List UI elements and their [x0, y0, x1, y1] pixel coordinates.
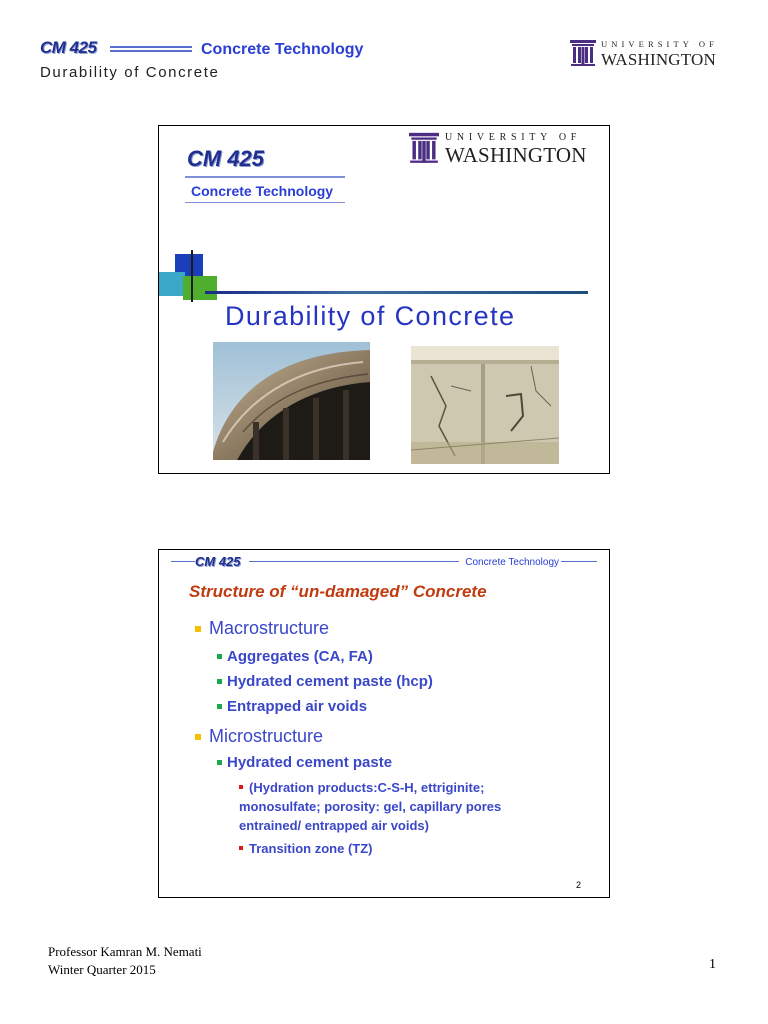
green-bullet-icon: [217, 654, 222, 659]
slide-2: [158, 549, 610, 898]
header-course-code: CM 425: [40, 38, 97, 57]
bullet-text: Aggregates (CA, FA): [227, 648, 373, 665]
uw-logo-name: WASHINGTON: [445, 142, 587, 167]
footer-page-number: 1: [709, 957, 716, 972]
bullet-hydrated-cement-paste-2: [217, 754, 392, 771]
bullet-text: Entrapped air voids: [227, 698, 368, 715]
slide1-course-code: CM 425: [187, 146, 265, 171]
bullet-text-line-2: monosulfate; porosity: gel, capillary pores: [239, 799, 502, 814]
uw-columns-logo-icon: [570, 40, 596, 68]
slide1-rule-top: [185, 176, 345, 178]
green-bullet-icon: [217, 704, 222, 709]
bullet-text-line-1: (Hydration products:C-S-H, ettriginite;: [249, 780, 485, 795]
decor-square-teal: [159, 272, 185, 296]
slide1-uw-logo: [409, 132, 587, 166]
slide2-page-number: 2: [575, 880, 581, 890]
footer-professor: Professor Kamran M. Nemati: [48, 944, 202, 959]
bullet-hydrated-cement-paste: [217, 673, 433, 690]
header-subtitle: Durability of Concrete: [40, 64, 220, 81]
slide2-course-code: CM 425: [195, 554, 241, 569]
green-bullet-icon: [217, 760, 222, 765]
footer-term: Winter Quarter 2015: [48, 962, 156, 977]
uw-logo-univ: UNIVERSITY OF: [601, 39, 718, 50]
yellow-bullet-icon: [195, 626, 201, 632]
header-uw-logo: [570, 40, 718, 68]
slide1-title-rule: [205, 291, 588, 294]
cracked-concrete-wall-photo: [411, 346, 559, 464]
bullet-text: Transition zone (TZ): [249, 841, 373, 856]
slide-1: [158, 125, 610, 474]
bullet-entrapped-air-voids: [217, 698, 367, 715]
bullet-text: Hydrated cement paste: [227, 754, 393, 771]
yellow-bullet-icon: [195, 734, 201, 740]
red-bullet-icon: [239, 785, 243, 789]
bullet-hydration-products: [239, 778, 501, 835]
slide2-heading: Structure of “un-damaged” Concrete: [189, 582, 487, 601]
deteriorated-concrete-arch-photo: [213, 342, 370, 460]
uw-columns-logo-icon: [409, 132, 439, 166]
slide1-course-title: Concrete Technology: [191, 183, 334, 199]
slide2-course-title: Concrete Technology: [465, 557, 559, 568]
bullet-text-line-3: entrained/ entrapped air voids): [239, 818, 429, 833]
bullet-aggregates: [217, 648, 373, 665]
decor-vertical-line: [191, 250, 193, 302]
bullet-transition-zone: [239, 839, 373, 858]
decor-square-green: [183, 276, 217, 300]
uw-logo-name: WASHINGTON: [601, 49, 717, 69]
bullet-macrostructure: [195, 618, 329, 639]
slide1-title: Durability of Concrete: [225, 301, 516, 331]
bullet-text: Microstructure: [209, 726, 324, 746]
slide1-rule-bottom: [185, 202, 345, 203]
green-bullet-icon: [217, 679, 222, 684]
bullet-text: Macrostructure: [209, 618, 330, 638]
header-course-title: Concrete Technology: [201, 41, 364, 58]
bullet-microstructure: [195, 726, 323, 747]
bullet-text: Hydrated cement paste (hcp): [227, 673, 433, 690]
slide2-header-line-middle: [249, 561, 459, 562]
slide2-header-line-left: [171, 561, 195, 562]
uw-logo-univ: UNIVERSITY OF: [445, 131, 582, 143]
header-divider-lines: [110, 46, 192, 54]
slide2-header-line-right: [561, 561, 597, 562]
red-bullet-icon: [239, 846, 243, 850]
